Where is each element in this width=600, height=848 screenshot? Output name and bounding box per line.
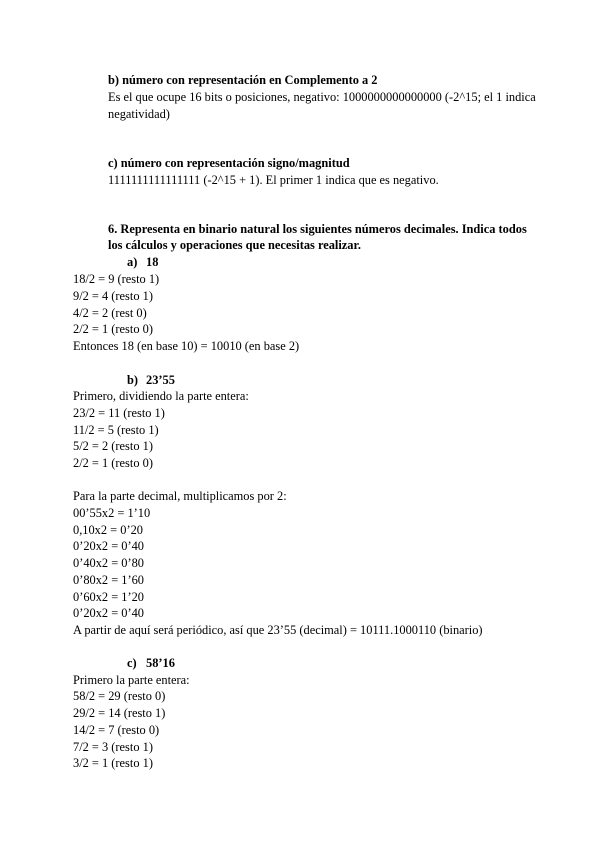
complement-text-line-2: negatividad) xyxy=(108,107,170,121)
part-b-step-1: 23/2 = 11 (resto 1) xyxy=(73,406,165,420)
part-c-step-4: 7/2 = 3 (resto 1) xyxy=(73,740,153,754)
part-c-label: c) xyxy=(127,656,137,670)
part-b-step-3: 5/2 = 2 (resto 1) xyxy=(73,439,153,453)
part-b-decimal-step-6: 0’60x2 = 1’20 xyxy=(73,590,144,604)
part-a-value: 18 xyxy=(146,255,159,269)
part-a-step-4: 2/2 = 1 (resto 0) xyxy=(73,322,153,336)
part-a-conclusion: Entonces 18 (en base 10) = 10010 (en base 2) xyxy=(73,339,300,353)
sign-magnitude-text: 1111111111111111 (-2^15 + 1). El primer 1 indica que es negativo. xyxy=(108,173,439,187)
part-a-step-1: 18/2 = 9 (resto 1) xyxy=(73,272,160,286)
part-b-decimal-step-2: 0,10x2 = 0’20 xyxy=(73,523,143,537)
part-b-decimal-step-7: 0’20x2 = 0’40 xyxy=(73,606,144,620)
part-b-step-2: 11/2 = 5 (resto 1) xyxy=(73,423,159,437)
part-b-decimal-step-5: 0’80x2 = 1’60 xyxy=(73,573,144,587)
part-c-intro: Primero la parte entera: xyxy=(73,673,190,687)
part-a-step-3: 4/2 = 2 (rest 0) xyxy=(73,306,147,320)
part-c-step-5: 3/2 = 1 (resto 1) xyxy=(73,756,153,770)
part-a-label: a) xyxy=(127,255,138,269)
part-b-value: 23’55 xyxy=(146,373,175,387)
part-b-label: b) xyxy=(127,373,139,387)
part-b-decimal-intro: Para la parte decimal, multiplicamos por 2: xyxy=(73,489,287,503)
part-c-step-3: 14/2 = 7 (resto 0) xyxy=(73,723,160,737)
question-6-heading-line-1: 6. Representa en binario natural los siguientes números decimales. Indica todos xyxy=(108,222,527,236)
sign-magnitude-heading: c) número con representación signo/magnitud xyxy=(108,156,350,170)
part-a-step-2: 9/2 = 4 (resto 1) xyxy=(73,289,153,303)
part-c-step-2: 29/2 = 14 (resto 1) xyxy=(73,706,166,720)
part-b-decimal-step-1: 00’55x2 = 1’10 xyxy=(73,506,151,520)
complement-heading: b) número con representación en Complemento a 2 xyxy=(108,73,378,87)
part-b-conclusion: A partir de aquí será periódico, así que 23’55 (decimal) = 10111.1000110 (binario) xyxy=(73,623,483,637)
part-b-decimal-step-3: 0’20x2 = 0’40 xyxy=(73,539,144,553)
part-b-decimal-step-4: 0’40x2 = 0’80 xyxy=(73,556,144,570)
question-6-heading-line-2: los cálculos y operaciones que necesitas realizar. xyxy=(108,238,361,252)
part-c-step-1: 58/2 = 29 (resto 0) xyxy=(73,689,166,703)
part-c-value: 58’16 xyxy=(146,656,175,670)
part-b-intro: Primero, dividiendo la parte entera: xyxy=(73,389,249,403)
complement-text-line-1: Es el que ocupe 16 bits o posiciones, negativo: 1000000000000000 (-2^15; el 1 indica xyxy=(108,90,536,104)
part-b-step-4: 2/2 = 1 (resto 0) xyxy=(73,456,153,470)
